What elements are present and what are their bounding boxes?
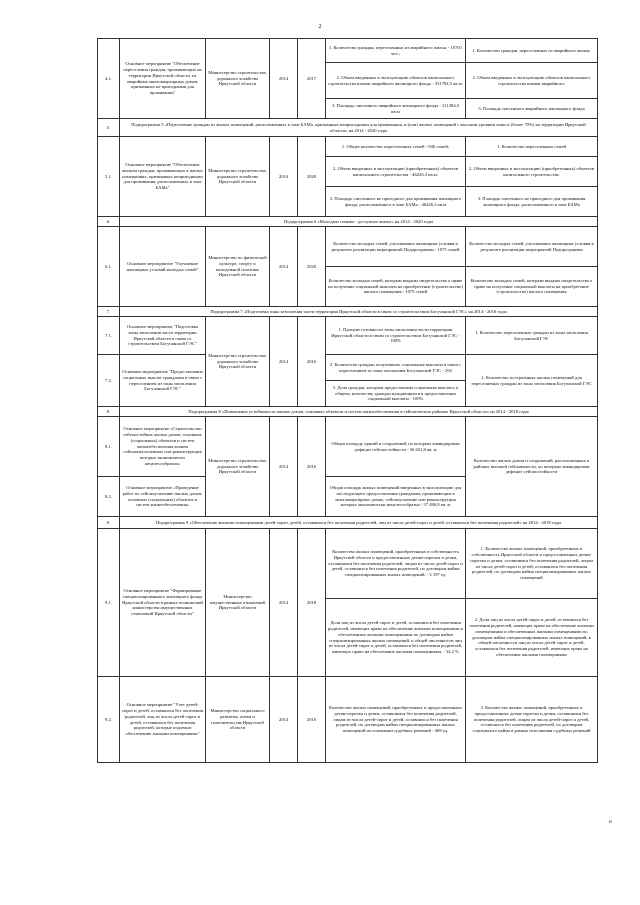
corner-mark: н <box>609 820 612 825</box>
table-row <box>98 39 598 63</box>
target-indicator: 1. Количество граждан, переселенных из аварийного жилья, - 10701 чел.; <box>326 39 466 63</box>
target-indicator: 3. Доля граждан, которым предоставлена социальная выплата, к общему количеству граждан нуждающихся в предоставлении социальной выплаты - 100% <box>326 381 466 407</box>
table-row <box>98 227 598 267</box>
executor: Министерство строительства, дорожного хозяйства Иркутской области <box>206 39 270 119</box>
measure-name: Основное мероприятие "Учет детей-сирот и детей, оставшихся без попечения родителей, лиц из числа детей-сирот и детей, оставшихся без попечения родителей, которые подлежат обеспечению жилыми помещениями" <box>120 677 206 763</box>
measure-name: Основное мероприятие "Предоставление социальных выплат гражданам в связи с переселением из зоны затопления Богучанской ГЭС" <box>120 355 206 407</box>
row-number: 7.2. <box>98 355 120 407</box>
target-indicator: Количество молодых семей, улучшивших жилищные условия в результате реализации мероприятий Подпрограммы - 1075 семей <box>326 227 466 267</box>
year-start: 2014 <box>270 39 298 119</box>
target-indicator: Доля лиц из числа детей-сирот и детей, оставшихся без попечения родителей, имеющих право на обеспечение жилыми помещениями и обеспеченных жилыми помещениями по договорам найма специализированных жилых помещений, к общей численности лиц из числа детей-сирот и детей, оставшихся без попечения родителей, имеющих право на обеспечение жилыми помещениями, - 34,2 % <box>326 599 466 677</box>
table-row <box>98 137 598 157</box>
table-row <box>98 317 598 355</box>
target-indicator: 2. Количество граждан получивших социальные выплаты в связи с переселением из зоны затопления Богучанской ГЭС - 292 <box>326 355 466 381</box>
year-end: 2020 <box>298 137 326 217</box>
section-number: 7. <box>98 307 120 317</box>
executor: Министерство имущественных отношений Иркутской области <box>206 529 270 677</box>
section-number: 6. <box>98 217 120 227</box>
target-indicator: 3. Площадь снесенного не пригодного для проживания жилищного фонда, расположенного в зоне БАМа - 46226,3 кв.м <box>326 187 466 217</box>
expected-result: 2. Объем введенных в эксплуатацию объектов капитального строительства взамен аварийного; <box>466 63 598 99</box>
section-title: Подпрограмма 6 «Молодым семьям - доступное жилье» на 2014 - 2020 годы <box>120 217 598 227</box>
expected-result: 1. Количество граждан, переселенных из аварийного жилья; <box>466 39 598 63</box>
measure-name: Основное мероприятие "Обеспечение переселения граждан, проживающих на территории Иркутской области, из аварийных многоквартирных домов, признанных не пригодными для проживания" <box>120 39 206 119</box>
row-number: 9.2. <box>98 677 120 763</box>
section-row <box>98 119 598 137</box>
measure-name: Основное мероприятие "Улучшение жилищных условий молодых семей" <box>120 227 206 307</box>
table-row <box>98 417 598 477</box>
target-indicator: Общая площадь зданий и сооружений, по которым ликвидирован дефицит сейсмостойкости - 56 631,8 кв. м <box>326 417 466 477</box>
section-number: 8. <box>98 407 120 417</box>
section-row <box>98 517 598 529</box>
table-row <box>98 529 598 599</box>
year-end: 2020 <box>298 227 326 307</box>
section-number: 5. <box>98 119 120 137</box>
row-number: 4.1. <box>98 39 120 119</box>
year-start: 2014 <box>270 417 298 517</box>
year-start: 2014 <box>270 317 298 407</box>
target-indicator: 1. Процент готовности зоны затопления части территории Иркутской области в связи со строительством Богучанской ГЭС - 100% <box>326 317 466 355</box>
expected-result: 1. Количество переселенных семей <box>466 137 598 157</box>
section-row <box>98 407 598 417</box>
executor: Министерство социального развития, опеки и попечительства Иркутской области <box>206 677 270 763</box>
year-end: 2016 <box>298 677 326 763</box>
measure-name: Основное мероприятие «Строительство сейсмостойких жилых домов, основных (социальных) объектов и систем жизнеобеспечения взамен сейсмонеусиленных или реконструкция которых экономически нецелесообразна» <box>120 417 206 477</box>
section-title: Подпрограмма 7 «Подготовка зоны затопления части территории Иркутской области в связи со строительством Богучанской ГЭС» на 2014 - 2016 годы <box>120 307 598 317</box>
section-row <box>98 217 598 227</box>
expected-result: 2. Объем введенных в эксплуатацию (приобретенных) объектов капитального строительства. <box>466 157 598 187</box>
section-title: Подпрограмма 9 «Обеспечение жилыми помещениями детей-сирот, детей, оставшихся без попечения родителей, лиц из числа детей-сирот и детей, оставшихся без попечения родителей» на 2014 - 2018 годы <box>120 517 598 529</box>
page-number: 2 <box>318 24 322 30</box>
expected-result: Количество молодых семей, улучшивших жилищные условия в результате реализации мероприятий Подпрограммы <box>466 227 598 267</box>
target-indicator: Количество молодых семей, которым выданы свидетельства о праве на получение социальной выплаты на приобретение (строительство) жилого помещения - 1075 семей <box>326 267 466 307</box>
section-title: Подпрограмма 5 «Переселение граждан из жилых помещений, расположенных в зоне БАМа, признанных непригодными для проживания, и (или) жилых помещений с высоким уровнем износа (более 70%) на территории Иркутской области» на 2014 - 2020 годы <box>120 119 598 137</box>
expected-result: 3. Площадь снесенного аварийного жилищного фонда <box>466 99 598 119</box>
year-end: 2016 <box>298 317 326 407</box>
row-number: 8.2. <box>98 477 120 517</box>
row-number: 6.1. <box>98 227 120 307</box>
expected-result: Количество жилых домов и сооружений, расположенных в районах высокой сейсмичности, по которым ликвидирован дефицит сейсмостойкости <box>466 417 598 517</box>
row-number: 9.1. <box>98 529 120 677</box>
target-indicator: 2. Объем введенных в эксплуатацию (приобретенных) объектов капитального строительства - 46226,3 кв.м; <box>326 157 466 187</box>
section-number: 9. <box>98 517 120 529</box>
row-number: 7.1. <box>98 317 120 355</box>
year-end: 2017 <box>298 39 326 119</box>
row-number: 8.1. <box>98 417 120 477</box>
year-end: 2016 <box>298 417 326 517</box>
table-row <box>98 355 598 381</box>
row-number: 5.1. <box>98 137 120 217</box>
expected-result: Количество молодых семей, которым выданы свидетельства о праве на получение социальной выплаты на приобретение (строительство) жилого помещения <box>466 267 598 307</box>
expected-result: 2. Количество построенных жилых помещений для переселяемых граждан из зоны затопления Богучанской ГЭС <box>466 355 598 407</box>
target-indicator: 3. Площадь снесенного аварийного жилищного фонда - 311384,5 кв.м <box>326 99 466 119</box>
expected-result: 1. Количество переселенных граждан из зоны затопления Богучанской ГЭС <box>466 317 598 355</box>
target-indicator: 1. Общее количество переселенных семей - 946 семей; <box>326 137 466 157</box>
measure-name: Основное мероприятие "Формирование специализированного жилищного фонда Иркутской области в рамках полномочий министерства имущественных отношений Иркутской области" <box>120 529 206 677</box>
executor: Министерство строительства, дорожного хозяйства Иркутской области <box>206 417 270 517</box>
section-title: Подпрограмма 8 «Повышение устойчивости жилых домов, основных объектов и систем жизнеобеспечения в сейсмических районах Иркутской области» на 2014 - 2018 годы <box>120 407 598 417</box>
measure-name: Основное мероприятие «Проведение работ по сейсмоусилению жилых домов, основных (социальных) объектов и систем жизнеобеспечения» <box>120 477 206 517</box>
table-row <box>98 677 598 763</box>
target-indicator: Количество жилых помещений, приобретенных в собственность Иркутской области и предоставленных детям-сиротам и детям, оставшимся без попечения родителей, лицам из числа детей-сирот и детей, оставшихся без попечения родителей, по договорам найма специализированных жилых помещений, - 2 197 ед. <box>326 529 466 599</box>
target-indicator: Общая площадь жилых помещений введенных в эксплуатацию для последующего предоставления гражданам, проживающим в многоквартирных домах, сейсмоусиление или реконструкция которых экономически нецелесообразна - 37 486,8 кв. м <box>326 477 466 517</box>
year-start: 2014 <box>270 529 298 677</box>
year-start: 2014 <box>270 677 298 763</box>
measure-name: Основное мероприятие "Обеспечение жильем граждан, проживающих в жилых помещениях, признанных непригодными для проживания, расположенных в зоне БАМа" <box>120 137 206 217</box>
expected-result: 3. Количество жилых помещений, приобретенных и предоставленных детям-сиротам и детям, оставшимся без попечения родителей, лицам из числа детей-сирот и детей, оставшихся без попечения родителей, по договорам социального найма в рамках исполнения судебных решений <box>466 677 598 763</box>
executor: Министерство строительства, дорожного хозяйства Иркутской области <box>206 137 270 217</box>
target-indicator: Количество жилых помещений, приобретенных и предоставленных детям-сиротам и детям, оставшимся без попечения родителей, лицам из числа детей-сирот и детей, оставшихся без попечения родителей, по договорам найма специализированных жилых помещений на основании судебных решений - 408 ед. <box>326 677 466 763</box>
executor: Министерство строительства, дорожного хозяйства Иркутской области <box>206 317 270 407</box>
target-indicator: 2. Объем введенных в эксплуатацию объектов капитального строительства взамен аварийного жилищного фонда - 331784,5 кв.м; <box>326 63 466 99</box>
section-row <box>98 307 598 317</box>
expected-result: 2. Доля лиц из числа детей-сирот и детей, оставшихся без попечения родителей, имеющих право на обеспечение жилыми помещениями и обеспеченных жилыми помещениями по договорам найма специализированных жилых помещений, к общей численности лиц из числа детей-сирот и детей, оставшихся без попечения родителей, имеющих право на обеспечение жилыми помещениями <box>466 599 598 677</box>
expected-result: 3. Площадь снесенного не пригодного для проживания жилищного фонда, расположенного в зоне БАМа <box>466 187 598 217</box>
executor: Министерство по физической культуре, спорту и молодежной политике Иркутской области <box>206 227 270 307</box>
program-table <box>97 38 598 763</box>
year-start: 2014 <box>270 137 298 217</box>
expected-result: 1. Количество жилых помещений, приобретенных в собственность Иркутской области и предоставленных детям-сиротам и детям, оставшимся без попечения родителей, лицам из числа детей-сирот и детей, оставшихся без попечения родителей, по договорам найма специализированных жилых помещений <box>466 529 598 599</box>
measure-name: Основное мероприятие "Подготовка зоны затопления части территории Иркутской области в связи со строительством Богучанской ГЭС" <box>120 317 206 355</box>
year-end: 2018 <box>298 529 326 677</box>
year-start: 2014 <box>270 227 298 307</box>
